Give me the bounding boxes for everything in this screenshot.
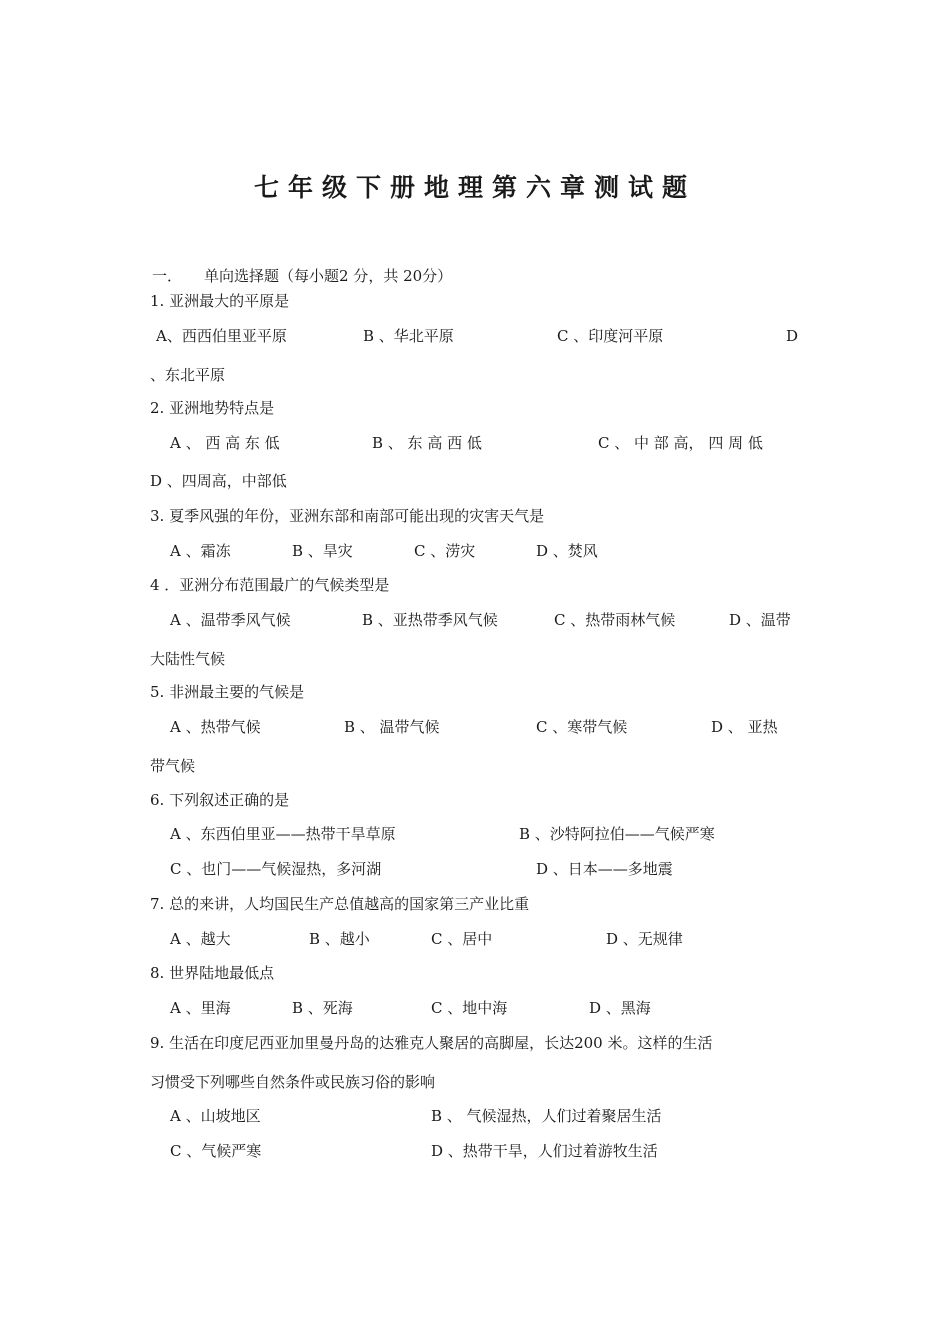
question-2-option-a: A 、 西 高 东 低 xyxy=(170,434,280,452)
question-6-option-c: C 、也门——气候湿热，多河湖 xyxy=(170,860,382,878)
question-2-continuation: D 、四周高，中部低 xyxy=(150,472,287,490)
question-2-option-c: C 、 中 部 高， 四 周 低 xyxy=(598,434,763,452)
question-1-option-a: A、西西伯里亚平原 xyxy=(156,327,287,345)
question-2-option-b: B 、 东 高 西 低 xyxy=(372,434,482,452)
page-title: 七年级下册地理第六章测试题 xyxy=(253,173,696,202)
question-2-stem: 2. 亚洲地势特点是 xyxy=(150,399,275,417)
question-3-stem: 3. 夏季风强的年份，亚洲东部和南部可能出现的灾害天气是 xyxy=(150,507,545,525)
question-5-option-b: B 、 温带气候 xyxy=(344,718,440,736)
question-5-continuation: 带气候 xyxy=(150,757,196,775)
question-8-option-b: B 、死海 xyxy=(292,999,353,1017)
question-4-continuation: 大陆性气候 xyxy=(150,650,226,668)
question-5-stem: 5. 非洲最主要的气候是 xyxy=(150,683,305,701)
question-4-option-a: A 、温带季风气候 xyxy=(170,611,291,629)
question-9-option-a: A 、山坡地区 xyxy=(170,1107,261,1125)
question-9-option-d: D 、热带干旱，人们过着游牧生活 xyxy=(431,1142,658,1160)
question-8-option-c: C 、地中海 xyxy=(431,999,508,1017)
question-5-option-c: C 、寒带气候 xyxy=(536,718,628,736)
question-6-option-b: B 、沙特阿拉伯——气候严寒 xyxy=(519,825,715,843)
question-7-option-d: D 、无规律 xyxy=(606,930,683,948)
question-7-option-c: C 、居中 xyxy=(431,930,493,948)
question-9-option-c: C 、气候严寒 xyxy=(170,1142,262,1160)
question-3-option-c: C 、涝灾 xyxy=(414,542,476,560)
question-7-stem: 7. 总的来讲，人均国民生产总值越高的国家第三产业比重 xyxy=(150,895,530,913)
question-7-option-b: B 、越小 xyxy=(309,930,370,948)
section-label: 单向选择题（每小题2 分，共 20分） xyxy=(204,267,453,285)
question-6-option-a: A 、东西伯里亚——热带干旱草原 xyxy=(170,825,396,843)
question-3-option-a: A 、霜冻 xyxy=(170,542,231,560)
question-7-option-a: A 、越大 xyxy=(170,930,231,948)
question-1-option-c: C 、印度河平原 xyxy=(557,327,664,345)
question-1-option-b: B 、华北平原 xyxy=(363,327,454,345)
question-4-option-d: D 、温带 xyxy=(729,611,791,629)
question-8-stem: 8. 世界陆地最低点 xyxy=(150,964,275,982)
question-9-stem-continuation: 习惯受下列哪些自然条件或民族习俗的影响 xyxy=(150,1073,436,1091)
question-1-stem: 1. 亚洲最大的平原是 xyxy=(150,292,290,310)
question-9-stem: 9. 生活在印度尼西亚加里曼丹岛的达雅克人聚居的高脚屋，长达200 米。这样的生活 xyxy=(150,1034,713,1052)
question-8-option-a: A 、里海 xyxy=(170,999,231,1017)
question-5-option-a: A 、热带气候 xyxy=(170,718,261,736)
question-1-continuation: 、东北平原 xyxy=(150,366,226,384)
question-3-option-d: D 、焚风 xyxy=(536,542,598,560)
question-5-option-d: D 、 亚热 xyxy=(711,718,778,736)
question-4-option-b: B 、亚热带季风气候 xyxy=(362,611,498,629)
question-8-option-d: D 、黑海 xyxy=(589,999,651,1017)
question-4-option-c: C 、热带雨林气候 xyxy=(554,611,676,629)
question-3-option-b: B 、旱灾 xyxy=(292,542,353,560)
question-6-option-d: D 、日本——多地震 xyxy=(536,860,673,878)
question-4-stem: 4 ．亚洲分布范围最广的气候类型是 xyxy=(150,576,390,594)
section-number: 一． xyxy=(152,267,183,285)
question-1-option-d: D xyxy=(786,327,799,345)
question-9-option-b: B 、 气候湿热，人们过着聚居生活 xyxy=(431,1107,662,1125)
question-6-stem: 6. 下列叙述正确的是 xyxy=(150,791,290,809)
